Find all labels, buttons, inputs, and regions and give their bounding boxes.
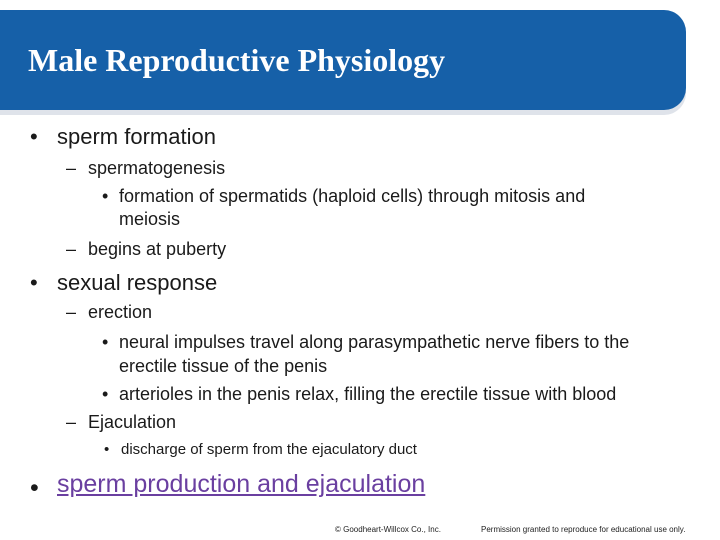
bullet-marker: • bbox=[30, 270, 38, 295]
bullet-marker: • bbox=[30, 474, 39, 502]
bullet-marker: • bbox=[102, 332, 109, 352]
dash-marker: – bbox=[66, 158, 77, 178]
subitem-discharge: discharge of sperm from the ejaculatory duct bbox=[121, 441, 417, 458]
bullet-marker: • bbox=[104, 441, 110, 458]
subitem-erection: erection bbox=[88, 302, 153, 322]
subitem-spermatids-line2: meiosis bbox=[119, 209, 181, 229]
dash-marker: – bbox=[66, 412, 77, 432]
subitem-neural-line2: erectile tissue of the penis bbox=[119, 356, 328, 376]
subitem-spermatogenesis: spermatogenesis bbox=[88, 158, 226, 178]
bullet-marker: • bbox=[30, 124, 38, 149]
subitem-puberty: begins at puberty bbox=[88, 239, 227, 259]
subitem-ejaculation: Ejaculation bbox=[88, 412, 177, 432]
footer-copyright: © Goodheart-Willcox Co., Inc. bbox=[335, 525, 441, 534]
subitem-spermatids-line1: formation of spermatids (haploid cells) through mitosis and bbox=[119, 186, 586, 206]
bullet-marker: • bbox=[102, 186, 109, 206]
footer-permission: Permission granted to reproduce for educational use only. bbox=[481, 525, 686, 534]
dash-marker: – bbox=[66, 302, 77, 322]
bullet-sperm-formation: sperm formation bbox=[57, 124, 216, 149]
slide-title: Male Reproductive Physiology bbox=[28, 42, 446, 78]
subitem-neural-line1: neural impulses travel along parasympathetic nerve fibers to the bbox=[119, 332, 630, 352]
subitem-arterioles: arterioles in the penis relax, filling the erectile tissue with blood bbox=[119, 384, 617, 404]
bullet-marker: • bbox=[102, 384, 109, 404]
bullet-sexual-response: sexual response bbox=[57, 270, 218, 295]
link-sperm-production-ejaculation[interactable]: sperm production and ejaculation bbox=[57, 470, 426, 498]
dash-marker: – bbox=[66, 239, 77, 259]
